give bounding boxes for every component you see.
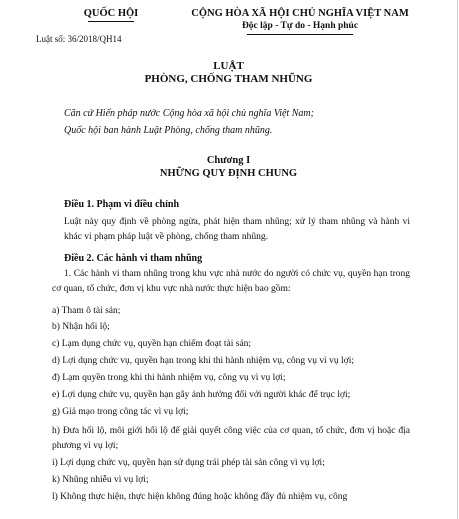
article-1-text-content: Luật này quy định về phòng ngừa, phát hiện tham nhũng; xử lý tham nhũng và hành vi khác vi phạm pháp luật về phòng, chống tham nhũng. <box>64 217 410 242</box>
list-item: k) Nhũng nhiễu vì vụ lợi; <box>52 475 149 485</box>
agency-name: QUỐC HỘI <box>83 8 139 19</box>
list-item: l) Không thực hiện, thực hiện không đúng hoặc không đầy đủ nhiệm vụ, công <box>52 492 348 502</box>
list-item: a) Tham ô tài sản; <box>52 306 121 316</box>
national-motto: Độc lập - Tự do - Hạnh phúc <box>241 21 359 31</box>
legal-basis-line: Căn cứ Hiến pháp nước Cộng hòa xã hội chủ nghĩa Việt Nam; <box>64 108 314 119</box>
motto-underline <box>247 34 353 35</box>
article-1-heading: Điều 1. Phạm vi điều chỉnh <box>64 199 180 210</box>
list-item: e) Lợi dụng chức vụ, quyền hạn gây ảnh hưởng đối với người khác để trục lợi; <box>52 390 351 400</box>
list-item-text: h) Đưa hối lộ, môi giới hối lộ để giải quyết công việc của cơ quan, tổ chức, đơn vị hoặc địa phương vì vụ lợi; <box>52 426 410 451</box>
chapter-number: Chương I <box>206 155 251 166</box>
law-number: Luật số: 36/2018/QH14 <box>36 34 122 44</box>
article-1-text <box>64 215 410 245</box>
list-item: đ) Lạm quyền trong khi thi hành nhiệm vụ, công vụ vì vụ lợi; <box>52 373 286 383</box>
document-type: LUẬT <box>213 60 244 72</box>
article-2-heading: Điều 2. Các hành vi tham nhũng <box>64 253 203 264</box>
list-item: g) Giả mạo trong công tác vì vụ lợi; <box>52 407 189 417</box>
list-item: i) Lợi dụng chức vụ, quyền hạn sử dụng trái phép tài sản công vì vụ lợi; <box>52 458 325 468</box>
list-item: d) Lợi dụng chức vụ, quyền hạn trong khi thi hành nhiệm vụ, công vụ vì vụ lợi; <box>52 356 355 366</box>
article-2-intro-content: 1. Các hành vi tham nhũng trong khu vực nhà nước do người có chức vụ, quyền hạn trong cơ quan, tổ chức, đơn vị khu vực nhà nước thực hiện bao gồm: <box>52 269 410 294</box>
article-2-intro <box>52 267 410 297</box>
list-item: b) Nhận hối lộ; <box>52 322 110 332</box>
document-title: PHÒNG, CHỐNG THAM NHŨNG <box>144 73 313 85</box>
chapter-name: NHỮNG QUY ĐỊNH CHUNG <box>159 168 298 179</box>
promulgation-line: Quốc hội ban hành Luật Phòng, chống tham nhũng. <box>64 125 273 136</box>
list-item: c) Lạm dụng chức vụ, quyền hạn chiếm đoạt tài sản; <box>52 339 252 349</box>
list-item-multiline <box>52 424 410 454</box>
agency-underline <box>88 21 134 22</box>
republic-name: CỘNG HÒA XÃ HỘI CHỦ NGHĨA VIỆT NAM <box>191 8 409 19</box>
